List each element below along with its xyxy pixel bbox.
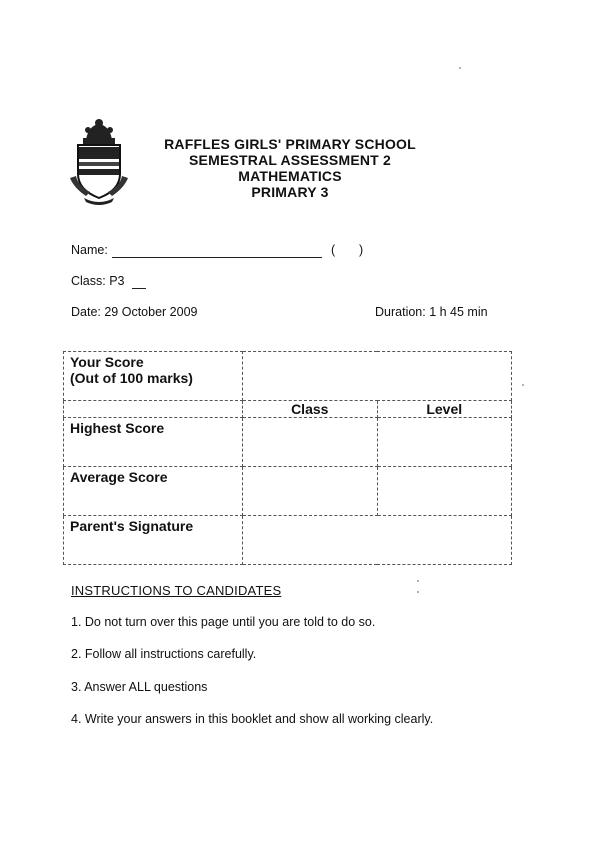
scan-speck (417, 591, 419, 593)
instructions-title: INSTRUCTIONS TO CANDIDATES (71, 583, 282, 598)
date-label: Date: 29 October 2009 (71, 305, 198, 319)
assessment-title: SEMESTRAL ASSESSMENT 2 (189, 152, 391, 168)
scan-speck (522, 384, 524, 386)
school-crest-icon (66, 118, 132, 208)
subject-title: MATHEMATICS (238, 168, 342, 184)
parent-signature-label: Parent's Signature (64, 516, 243, 565)
scan-speck (417, 580, 419, 582)
your-score-label-cell (64, 352, 243, 401)
table-row-your-score (64, 352, 512, 401)
your-score-cell[interactable] (243, 352, 512, 401)
class-label: Class: P3 (71, 274, 125, 288)
level-title: PRIMARY 3 (251, 184, 329, 200)
table-row-highest (64, 418, 512, 467)
scan-speck (459, 67, 461, 69)
average-score-label: Average Score (64, 467, 243, 516)
index-paren-close: ) (359, 243, 364, 257)
instruction-item: 3. Answer ALL questions (71, 680, 208, 694)
highest-class-cell[interactable] (243, 418, 378, 467)
column-header-level: Level (377, 401, 512, 418)
score-table (63, 351, 512, 565)
table-row-parent (64, 516, 512, 565)
highest-score-label: Highest Score (64, 418, 243, 467)
index-paren-open: ( (331, 243, 336, 257)
table-row-average (64, 467, 512, 516)
name-blank[interactable] (112, 257, 322, 258)
document-header (140, 136, 440, 200)
instruction-item: 2. Follow all instructions carefully. (71, 647, 257, 661)
duration-label: Duration: 1 h 45 min (375, 305, 488, 319)
header-blank-cell (64, 401, 243, 418)
instruction-item: 1. Do not turn over this page until you are told to do so. (71, 615, 376, 629)
school-name: RAFFLES GIRLS' PRIMARY SCHOOL (164, 136, 416, 152)
highest-level-cell[interactable] (377, 418, 512, 467)
average-level-cell[interactable] (377, 467, 512, 516)
column-header-class: Class (243, 401, 378, 418)
instruction-item: 4. Write your answers in this booklet and show all working clearly. (71, 712, 434, 726)
class-blank[interactable] (132, 288, 146, 289)
average-class-cell[interactable] (243, 467, 378, 516)
table-row-headers (64, 401, 512, 418)
name-label: Name: (71, 243, 108, 257)
parent-signature-cell[interactable] (243, 516, 512, 565)
your-score-sublabel: (Out of 100 marks) (70, 370, 193, 386)
your-score-label: Your Score (70, 354, 144, 370)
